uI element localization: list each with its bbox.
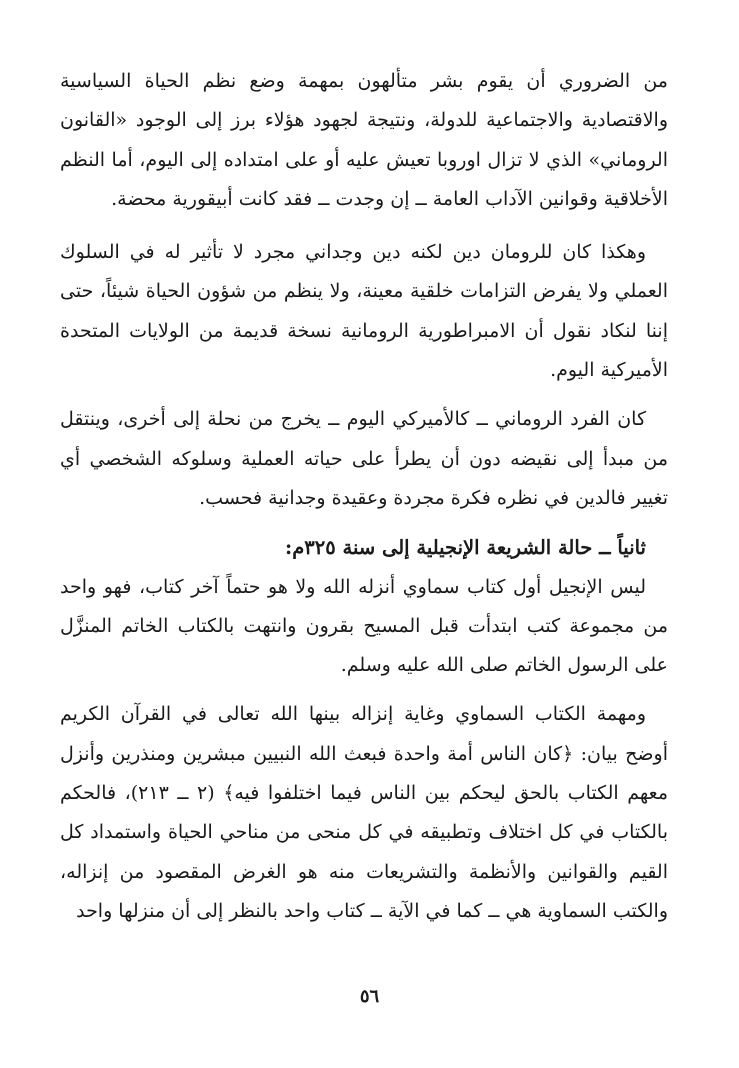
- paragraph-gap: [60, 518, 668, 528]
- section-heading: ثانياً ــ حالة الشريعة الإنجيلية إلى سنة ٣٢٥م:: [285, 536, 646, 560]
- page-number: ٥٦: [359, 986, 380, 1007]
- page-body: [60, 62, 668, 931]
- paragraph-heavenly-book: ومهمة الكتاب السماوي وغاية إنزاله بينها الله تعالى في القرآن الكريم أوضح بيان: ﴿كان الناس أمة واحدة فبعث الله النبيين مبشرين ومنذرين وأنزل معهم الكتاب بالحق ليحكم بين الناس فيما اختلفوا فيه﴾ (٢ ــ ٢١٣)، فالحكم بالكتاب في كل اختلاف وتطبيقه في كل منحى من مناحي الحياة واستمداد كل القيم والقوانين والأنظمة والتشريعات منه هو الغرض المقصود من إنزاله، والكتب السماوية هي ــ كما في الآية ــ كتاب واحد بالنظر إلى أن منزلها واحد: [60, 703, 669, 922]
- paragraph-gap: [60, 685, 668, 695]
- paragraph-roman-law: من الضروري أن يقوم بشر متألهون بمهمة وضع نظم الحياة السياسية والاقتصادية والاجتماعية للدولة، ونتيجة لجهود هؤلاء برز إلى الوجود «القانون الروماني» الذي لا تزال اوروبا تعيش عليه أو على امتداده إلى اليوم، أما النظم الأخلاقية وقوانين الآداب العامة ــ إن وجدت ــ فقد كانت أبيقورية محضة.: [60, 70, 668, 210]
- paragraph-gap: [60, 390, 668, 400]
- paragraph-roman-individual: كان الفرد الروماني ــ كالأميركي اليوم ــ يخرج من نحلة إلى أخرى، وينتقل من مبدأ إلى نقيضه دون أن يطرأ على حياته العملية وسلوكه الشخصي أي تغيير فالدين في نظره فكرة مجردة وعقيدة وجدانية فحسب.: [60, 408, 668, 509]
- paragraph-roman-religion: وهكذا كان للرومان دين لكنه دين وجداني مجرد لا تأثير له في السلوك العملي ولا يفرض التزامات خلقية معينة، ولا ينظم من شؤون الحياة شيئاً، حتى إننا لنكاد نقول أن الامبراطورية الرومانية نسخة قديمة من الولايات المتحدة الأميركية اليوم.: [60, 241, 668, 382]
- paragraph-gospel: ليس الإنجيل أول كتاب سماوي أنزله الله ولا هو حتماً آخر كتاب، فهو واحد من مجموعة كتب ابتدأت قبل المسيح بقرون وانتهت بالكتاب الخاتم المنزَّل على الرسول الخاتم صلى الله عليه وسلم.: [60, 575, 668, 677]
- paragraph-gap: [60, 219, 668, 233]
